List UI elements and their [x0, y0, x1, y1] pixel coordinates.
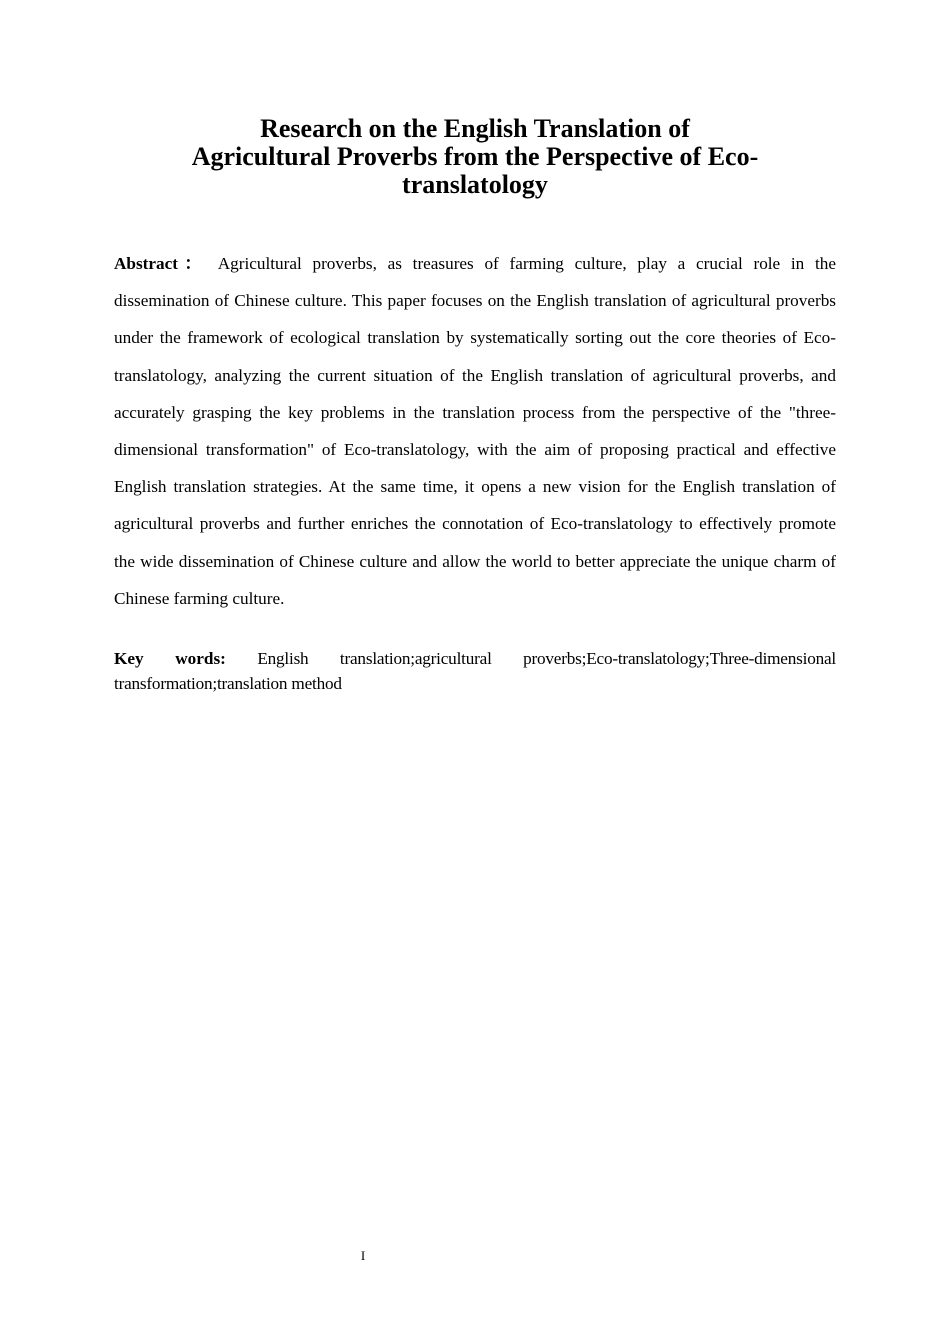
abstract-label: Abstract： [114, 254, 208, 273]
paper-title-line-2: Agricultural Proverbs from the Perspective of Eco- [191, 142, 759, 171]
abstract-text: Agricultural proverbs, as treasures of farming culture, play a crucial role in the dissemination of Chinese culture. This paper focuses on the English translation of agricultural proverbs under the framework of ecological translation by systematically sorting out the core theories of Eco-translatology, analyzing the current situation of the English translation of agricultural proverbs, and accurately grasping the key problems in the translation process from the perspective of the "three-dimensional transformation" of Eco-translatology, with the aim of proposing practical and effective English translation strategies. At the same time, it opens a new vision for the English translation of agricultural proverbs and further enriches the connotation of Eco-translatology to effectively promote the wide dissemination of Chinese culture and allow the world to better appreciate the unique charm of Chinese farming culture. [114, 254, 836, 608]
page-number: I [360, 1248, 366, 1263]
keywords-text: English translation;agricultural proverbs;Eco-translatology;Three-dimensional transformation;translation method [114, 649, 836, 693]
abstract-paragraph [114, 245, 836, 617]
paper-title-line-3: translatology [402, 170, 548, 199]
keywords-label: Key words: [114, 649, 226, 668]
paper-title-line-1: Research on the English Translation of [260, 114, 690, 143]
keywords-paragraph [114, 646, 836, 696]
paper-title [114, 115, 836, 199]
